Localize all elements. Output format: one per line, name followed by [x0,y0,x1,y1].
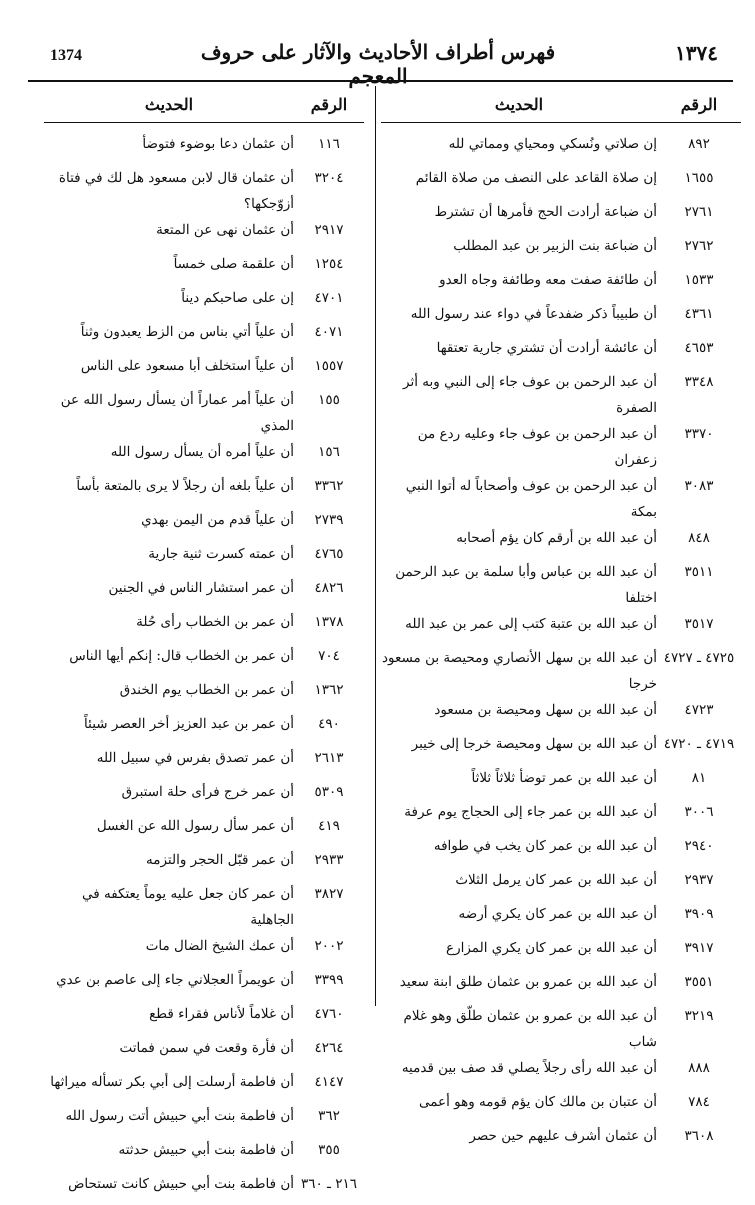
hadith-text: أن عمر بن عبد العزيز أخر العصر شيئاً [84,716,294,732]
index-entry [44,609,364,643]
index-entry [44,1001,364,1035]
hadith-number: ١٣٦٢ [314,682,344,698]
index-entry [44,881,364,933]
index-entry [381,1003,741,1055]
index-entry [44,217,364,251]
index-entry [381,131,741,165]
index-entry [44,387,364,439]
hadith-text: أن علياً بلغه أن رجلاً لا يرى بالمتعة بأساً [76,478,294,494]
page-number-latin: 1374 [50,47,82,64]
hadith-number: ٥٣٠٩ [314,784,344,800]
hadith-number: ٨١ [691,770,707,786]
hadith-text: أن طبيباً ذكر ضفدعاً في دواء عند رسول الله [410,306,657,322]
hadith-text: أن عمر كان جعل عليه يوماً يعتكفه في الجاهلية [81,886,294,928]
hadith-number: ٤٧٦٥ [314,546,344,562]
index-entry [44,643,364,677]
hadith-number: ١٥٥ [318,392,340,408]
hadith-number: ١٣٧٨ [314,614,344,630]
page-number-arabic: ١٣٧٤ [675,41,718,65]
index-entry [381,645,741,697]
index-entry [44,677,364,711]
hadith-text: أن ضباعة أرادت الحج فأمرها أن تشترط [434,204,657,220]
hadith-text: أن عمر بن الخطاب رأى حُلة [136,614,294,630]
hadith-number: ٧٠٤ [318,648,340,664]
hadith-text: أن ضباعة بنت الزبير بن عبد المطلب [453,238,657,254]
hadith-number: ١٢٥٤ [314,256,344,272]
hadith-number: ٤١٤٧ [314,1074,344,1090]
hadith-number: ٣٢٠٤ [314,170,344,186]
hadith-text: أن عثمان أشرف عليهم حين حصر [469,1128,657,1144]
hadith-number: ٤١٩ [318,818,340,834]
hadith-number: ٢٩٣٣ [314,852,344,868]
hadith-text: أن فاطمة بنت أبي حبيش أتت رسول الله [65,1108,294,1124]
hadith-text: أن عمر استشار الناس في الجنين [108,580,294,596]
hadith-text: أن عبد الله بن سهل ومحيصة خرجا إلى خيبر [411,736,657,752]
hadith-column-label: الحديث [144,94,194,114]
hadith-number: ٣٣٦٢ [314,478,344,494]
index-entry [381,799,741,833]
hadith-text: أن عبد الرحمن بن عوف وأصحاباً له أتوا النبي بمكة [405,478,657,520]
hadith-number: ٢٧٦١ [684,204,714,220]
hadith-number: ٢٩٤٠ [684,838,714,854]
hadith-number: ٢٠٠٢ [314,938,344,954]
hadith-number: ٢٩١٧ [314,222,344,238]
index-entry [381,473,741,525]
index-entry [381,525,741,559]
hadith-text: أن عبد الله بن عمر كان يكري المزارع [446,940,657,956]
hadith-number: ٨٩٢ [688,136,710,152]
hadith-text: أن عمر قبّل الحجر والتزمه [145,852,294,868]
hadith-number: ٣٨٢٧ [314,886,344,902]
hadith-text: إن صلاتي ونُسكي ومحياي ومماتي لله [448,136,657,152]
index-entry [44,439,364,473]
hadith-number: ١٦٥٥ [684,170,714,186]
hadith-text: أن علياً أتي بناس من الزط يعبدون وثناً [80,324,294,340]
hadith-number: ٣٠٨٣ [684,478,714,494]
index-entry [44,251,364,285]
hadith-number: ٣٩١٧ [684,940,714,956]
hadith-number: ٤٧٦٠ [314,1006,344,1022]
hadith-number: ١٥٥٧ [314,358,344,374]
index-entry [381,731,741,765]
hadith-text: أن فاطمة بنت أبي حبيش كانت تستحاض [68,1176,294,1192]
hadith-number: ٢٧٣٩ [314,512,344,528]
hadith-number: ٤٣٦١ [684,306,714,322]
index-entry [381,901,741,935]
hadith-text: أن عبد الله رأى رجلاً يصلي قد صف بين قدميه [401,1060,657,1076]
hadith-number: ٣٣٧٠ [684,426,714,442]
index-entry [44,967,364,1001]
index-entry [44,779,364,813]
hadith-text: أن عمته كسرت ثنية جارية [148,546,294,562]
hadith-text: أن عبد الله بن سهل ومحيصة بن مسعود [434,702,657,718]
hadith-number: ٣٠٠٦ [684,804,714,820]
number-column-label: الرقم [310,94,348,114]
index-entry [381,421,741,473]
hadith-text: أن عبد الله بن عتبة كتب إلى عمر بن عبد الله [405,616,657,632]
index-entry [381,335,741,369]
hadith-text: أن عمك الشيخ الضال مات [145,938,294,954]
index-entry [381,833,741,867]
hadith-text: أن فاطمة بنت أبي حبيش حدثته [118,1142,294,1158]
index-entry [44,285,364,319]
hadith-number: ٣٦٠٨ [684,1128,714,1144]
hadith-number: ٤٩٠ [318,716,340,732]
index-column-left [44,86,364,1205]
hadith-number: ٢٧٦٢ [684,238,714,254]
index-entry [44,1069,364,1103]
hadith-text: أن عبد الرحمن بن عوف جاء إلى النبي وبه أثر الصفرة [403,374,657,416]
hadith-text: أن عبد الله بن عمر جاء إلى الحجاج يوم عرفة [404,804,657,820]
index-entry [44,1035,364,1069]
hadith-number: ٣٥٥ [318,1142,340,1158]
index-entry [381,199,741,233]
index-entry [44,131,364,165]
hadith-text: أن علياً استخلف أبا مسعود على الناس [80,358,294,374]
hadith-number: ٤٧٢٣ [684,702,714,718]
index-entry [381,1123,741,1157]
index-entry [381,165,741,199]
hadith-text: أن عتبان بن مالك كان يؤم قومه وهو أعمى [418,1094,657,1110]
hadith-number: ٣٥١٧ [684,616,714,632]
index-entry [44,165,364,217]
hadith-number: ٤٢٦٤ [314,1040,344,1056]
hadith-number: ٨٤٨ [688,530,710,546]
index-entry [44,1171,364,1205]
hadith-text: أن عثمان دعا بوضوء فتوضأ [142,136,294,152]
index-column-right [381,86,741,1157]
index-entry [44,745,364,779]
hadith-text: أن فأرة وقعت في سمن فماتت [119,1040,294,1056]
column-header [381,86,741,123]
hadith-text: أن عبد الله بن عمرو بن عثمان طلق ابنة سعيد [399,974,657,990]
page-header [28,38,728,88]
hadith-number: ٧٨٤ [688,1094,710,1110]
index-entry [44,1103,364,1137]
hadith-text: أن عبد الله بن أرقم كان يؤم أصحابه [456,530,657,546]
hadith-number: ١٥٦ [318,444,340,460]
index-entry [44,575,364,609]
index-entry [44,473,364,507]
index-entry [44,353,364,387]
hadith-number: ١٥٣٣ [684,272,714,288]
hadith-text: أن علياً قدم من اليمن بهدي [141,512,294,528]
hadith-number: ٤٦٥٣ [684,340,714,356]
hadith-text: أن غلاماً لأناس فقراء قطع [149,1006,294,1022]
index-entry [381,935,741,969]
column-header [44,86,364,123]
hadith-number: ٣٥١١ [684,564,714,580]
hadith-text: أن عمر بن الخطاب يوم الخندق [119,682,294,698]
hadith-text: أن عثمان نهى عن المتعة [156,222,294,238]
index-entry [44,1137,364,1171]
hadith-text: أن علياً أمر عماراً أن يسأل رسول الله عن المذي [60,392,294,434]
hadith-text: أن عويمراً العجلاني جاء إلى عاصم بن عدي [56,972,294,988]
hadith-text: أن عمر بن الخطاب قال: إنكم أيها الناس [69,648,294,664]
hadith-number: ٨٨٨ [688,1060,710,1076]
hadith-text: أن عمر تصدق بفرس في سبيل الله [96,750,294,766]
hadith-number: ٣٦٢ [318,1108,340,1124]
hadith-text: أن طائفة صفت معه وطائفة وجاه العدو [439,272,657,288]
index-entry [381,969,741,1003]
hadith-text: أن عبد الله بن سهل الأنصاري ومحيصة بن مسعود خرجا [382,650,657,692]
hadith-number: ٢١٦ ـ ٣٦٠ [300,1176,358,1192]
number-column-label: الرقم [680,94,718,114]
hadith-number: ١١٦ [318,136,340,152]
index-entry [381,697,741,731]
index-entry [381,765,741,799]
index-entry [44,319,364,353]
hadith-number: ٢٦١٣ [314,750,344,766]
hadith-text: أن عبد الله بن عمر كان يخب في طوافه [433,838,657,854]
index-entry [381,1089,741,1123]
index-entry [381,301,741,335]
hadith-number: ٣٥٥١ [684,974,714,990]
index-entry [44,541,364,575]
index-entry [381,1055,741,1089]
hadith-text: أن علياً أمره أن يسأل رسول الله [110,444,294,460]
index-entry [381,369,741,421]
hadith-text: أن عمر خرج فرأى حلة استبرق [121,784,294,800]
hadith-text: إن صلاة القاعد على النصف من صلاة القائم [415,170,657,186]
hadith-text: أن فاطمة أرسلت إلى أبي بكر تسأله ميراثها [50,1074,294,1090]
hadith-text: أن عائشة أرادت أن تشتري جارية تعتقها [436,340,657,356]
hadith-text: أن علقمة صلى خمساً [173,256,294,272]
index-entry [44,507,364,541]
hadith-number: ٤٧١٩ ـ ٤٧٢٠ [663,736,735,752]
index-entry [44,847,364,881]
index-entry [44,813,364,847]
hadith-number: ٣٣٩٩ [314,972,344,988]
hadith-number: ٣٣٤٨ [684,374,714,390]
hadith-number: ٤٧٢٥ ـ ٤٧٢٧ [663,650,735,666]
hadith-text: أن عبد الرحمن بن عوف جاء وعليه ردع من زعفران [417,426,657,468]
hadith-text: إن على صاحبكم ديناً [181,290,294,306]
hadith-number: ٢٩٣٧ [684,872,714,888]
index-entry [381,611,741,645]
hadith-number: ٤٨٢٦ [314,580,344,596]
hadith-text: أن عبد الله بن عمرو بن عثمان طلّق وهو غلام شاب [403,1008,657,1050]
header-rule [28,80,733,82]
hadith-text: أن عبد الله بن عمر توضأ ثلاثاً ثلاثاً [471,770,657,786]
hadith-text: أن عثمان قال لابن مسعود هل لك في فتاة أزوّجكها؟ [58,170,294,212]
index-entry [44,711,364,745]
hadith-number: ٣٢١٩ [684,1008,714,1024]
index-entry [381,233,741,267]
index-entry [381,559,741,611]
hadith-text: أن عبد الله بن عباس وأبا سلمة بن عبد الرحمن اختلفا [395,564,657,606]
hadith-number: ٤٧٠١ [314,290,344,306]
index-entry [44,933,364,967]
hadith-number: ٣٩٠٩ [684,906,714,922]
page-title: فهرس أطراف الأحاديث والآثار على حروف المعجم [200,40,556,88]
hadith-number: ٤٠٧١ [314,324,344,340]
hadith-text: أن عمر سأل رسول الله عن الغسل [96,818,294,834]
hadith-text: أن عبد الله بن عمر كان يكري أرضه [458,906,657,922]
hadith-text: أن عبد الله بن عمر كان يرمل الثلاث [455,872,657,888]
index-entry [381,267,741,301]
index-entry [381,867,741,901]
hadith-column-label: الحديث [494,94,544,114]
